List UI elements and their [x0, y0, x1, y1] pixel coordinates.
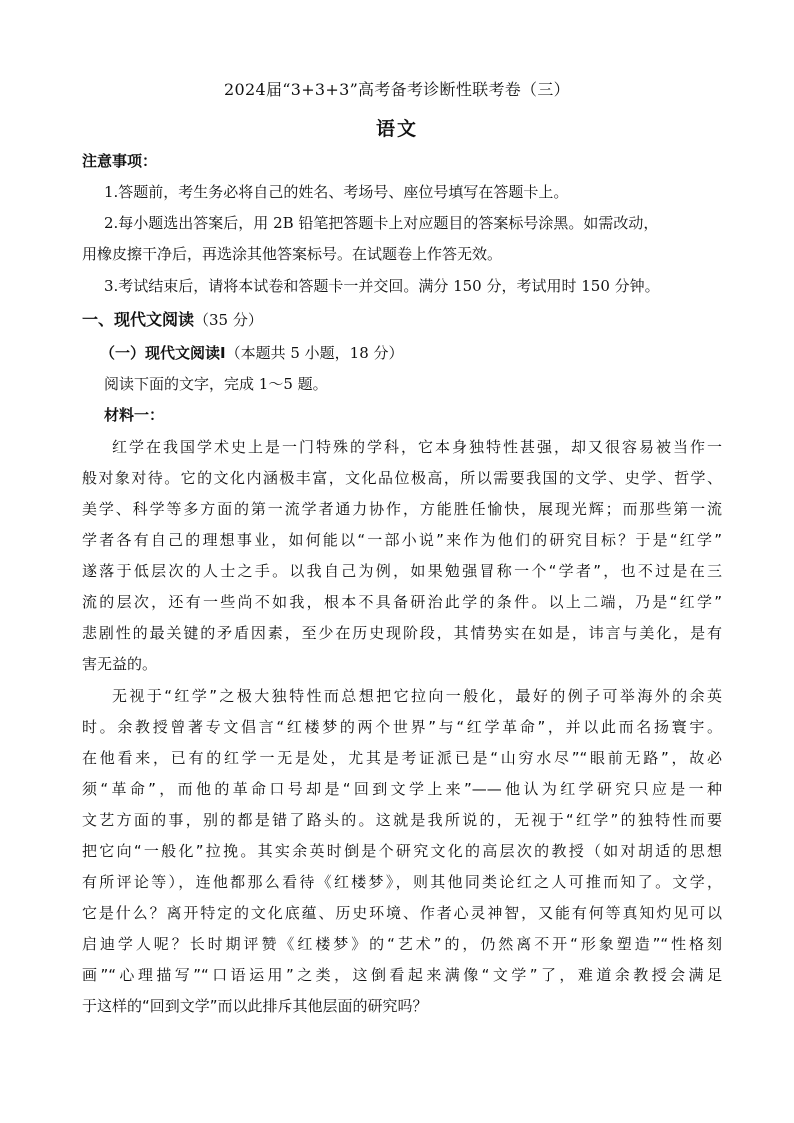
notice-item-2-line-1: 2.每小题选出答案后，用 2B 铅笔把答题卡上对应题目的答案标号涂黑。如需改动，	[104, 214, 659, 232]
material-label: 材料一：	[104, 406, 165, 424]
p2-line-8: 它是什么？离开特定的文化底蕴、历史环境、作者心灵神智，又能有何等真知灼见可以	[82, 904, 722, 922]
section-1-title: 一、现代文阅读	[82, 310, 195, 329]
p2-line-7: 有所评论等），连他都那么看待《红楼梦》，则其他同类论红之人可推而知了。文学，	[82, 873, 722, 891]
p2-line-3: 在他看来，已有的红学一无是处，尤其是考证派已是“山穷水尽”“眼前无路”，故必	[82, 749, 722, 767]
p2-line-6: 把它向“一般化”拉挽。其实余英时倒是个研究文化的高层次的教授（如对胡适的思想	[82, 842, 722, 860]
subsection-heading	[100, 343, 740, 363]
subsection-info: （本题共 5 小题，18 分）	[225, 344, 404, 362]
p2-line-1: 无视于“红学”之极大独特性而总想把它拉向一般化，最好的例子可举海外的余英	[112, 687, 722, 705]
p1-line-6: 流的层次，还有一些尚不如我，根本不具备研治此学的条件。以上二端，乃是“红学”	[82, 593, 722, 611]
p1-line-3: 美学、科学等多方面的第一流学者通力协作，方能胜任愉快，展现光辉；而那些第一流	[82, 500, 722, 518]
notice-item-3: 3.考试结束后，请将本试卷和答题卡一并交回。满分 150 分，考试用时 150 分钟。	[104, 277, 660, 295]
p2-line-10: 画”“心理描写”“口语运用”之类，这倒看起来满像“文学”了，难道余教授会满足	[82, 966, 722, 984]
p2-line-4: 须“革命”，而他的革命口号却是“回到文学上来”——他认为红学研究只应是一种	[82, 780, 722, 798]
p2-line-9: 启迪学人呢？长时期评赞《红楼梦》的“艺术”的，仍然离不开“形象塑造”“性格刻	[82, 935, 722, 953]
notice-item-1: 1.答题前，考生务必将自己的姓名、考场号、座位号填写在答题卡上。	[104, 183, 569, 201]
subsection-title: （一）现代文阅读Ⅰ	[100, 344, 226, 362]
p2-line-5: 文艺方面的事，别的都是错了路头的。这就是我所说的，无视于“红学”的独特性而要	[82, 811, 722, 829]
p1-line-1: 红学在我国学术史上是一门特殊的学科，它本身独特性甚强，却又很容易被当作一	[112, 438, 722, 456]
p1-line-7: 悲剧性的最关键的矛盾因素，至少在历史现阶段，其情势实在如是，讳言与美化，是有	[82, 624, 722, 642]
section-1-score: （35 分）	[194, 311, 263, 329]
section-1-heading	[82, 310, 722, 330]
p1-line-5: 遂落于低层次的人士之手。以我自己为例，如果勉强冒称一个“学者”，也不过是在三	[82, 562, 722, 580]
p2-line-11: 于这样的“回到文学”而以此排斥其他层面的研究吗？	[82, 997, 428, 1015]
notice-heading: 注意事项：	[82, 152, 158, 170]
p1-line-8: 害无益的。	[82, 655, 158, 673]
p1-line-2: 般对象对待。它的文化内涵极丰富，文化品位极高，所以需要我国的文学、史学、哲学、	[82, 469, 722, 487]
reading-instruction: 阅读下面的文字，完成 1～5 题。	[104, 375, 328, 393]
exam-title: 2024届“3+3+3”高考备考诊断性联考卷（三）	[224, 80, 570, 99]
notice-item-2-line-2: 用橡皮擦干净后，再选涂其他答案标号。在试题卷上作答无效。	[82, 245, 503, 263]
p1-line-4: 学者各有自己的理想事业，如何能以“一部小说”来作为他们的研究目标？于是“红学”	[82, 531, 722, 549]
p2-line-2: 时。余教授曾著专文倡言“红楼梦的两个世界”与“红学革命”，并以此而名扬寰宇。	[82, 718, 722, 736]
subject-title: 语文	[375, 118, 418, 140]
